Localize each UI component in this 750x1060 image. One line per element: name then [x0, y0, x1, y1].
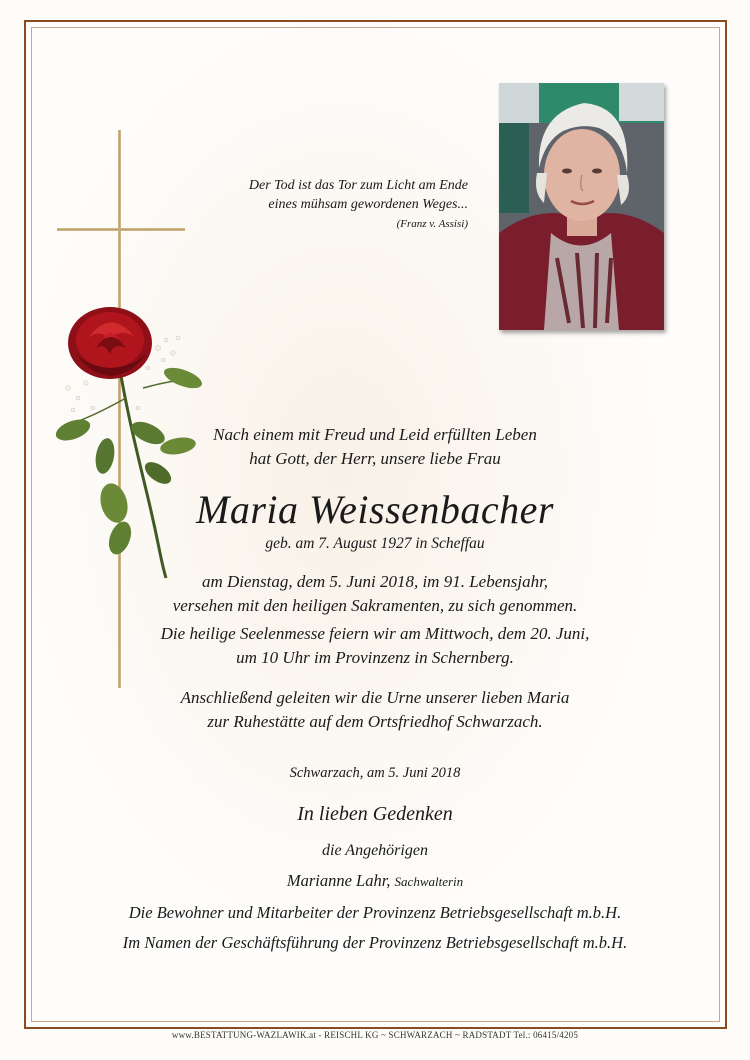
- death-line-1: am Dienstag, dem 5. Juni 2018, im 91. Lebensjahr,: [201, 572, 549, 591]
- mass-line-1: Die heilige Seelenmesse feiern wir am Mittwoch, dem 20. Juni,: [160, 624, 590, 643]
- guardian-line: [0, 871, 750, 891]
- quote-line-2: eines mühsam gewordenen Weges...: [268, 197, 468, 212]
- deceased-name: Maria Weissenbacher: [196, 487, 554, 532]
- urn-line-2: zur Ruhestätte auf dem Ortsfriedhof Schwarzach.: [207, 712, 543, 731]
- place-date: Schwarzach, am 5. Juni 2018: [289, 765, 461, 781]
- relatives: die Angehörigen: [322, 842, 428, 859]
- intro-line-2: hat Gott, der Herr, unsere liebe Frau: [249, 449, 501, 468]
- memory-heading: In lieben Gedenken: [297, 803, 453, 825]
- birth-info: geb. am 7. August 1927 in Scheffau: [265, 535, 485, 552]
- death-info: [0, 570, 750, 618]
- guardian-name: Marianne Lahr,: [286, 871, 391, 890]
- quote-line-1: Der Tod ist das Tor zum Licht am Ende: [248, 178, 468, 193]
- death-line-2: versehen mit den heiligen Sakramenten, zu sich genommen.: [172, 596, 578, 615]
- residents-line: Die Bewohner und Mitarbeiter der Provinzenz Betriebsgesellschaft m.b.H.: [128, 903, 622, 922]
- management-line: Im Namen der Geschäftsführung der Provinzenz Betriebsgesellschaft m.b.H.: [122, 933, 628, 952]
- guardian-role: Sachwalterin: [394, 874, 464, 889]
- urn-info: [0, 686, 750, 734]
- urn-line-1: Anschließend geleiten wir die Urne unserer lieben Maria: [180, 688, 570, 707]
- cross-horizontal: [57, 228, 185, 231]
- mass-info: [0, 622, 750, 670]
- quote-block: [200, 176, 468, 234]
- intro-line-1: Nach einem mit Freud und Leid erfüllten Leben: [213, 425, 537, 444]
- quote-author: (Franz v. Assisi): [396, 218, 468, 230]
- mass-line-2: um 10 Uhr im Provinzenz in Schernberg.: [236, 648, 514, 667]
- intro-text: [0, 423, 750, 471]
- footer-text: www.BESTATTUNG-WAZLAWIK.at - REISCHL KG ~ SCHWARZACH ~ RADSTADT Tel.: 06415/4205: [171, 1030, 579, 1040]
- portrait-photo: [499, 83, 664, 330]
- portrait-image: [499, 83, 664, 330]
